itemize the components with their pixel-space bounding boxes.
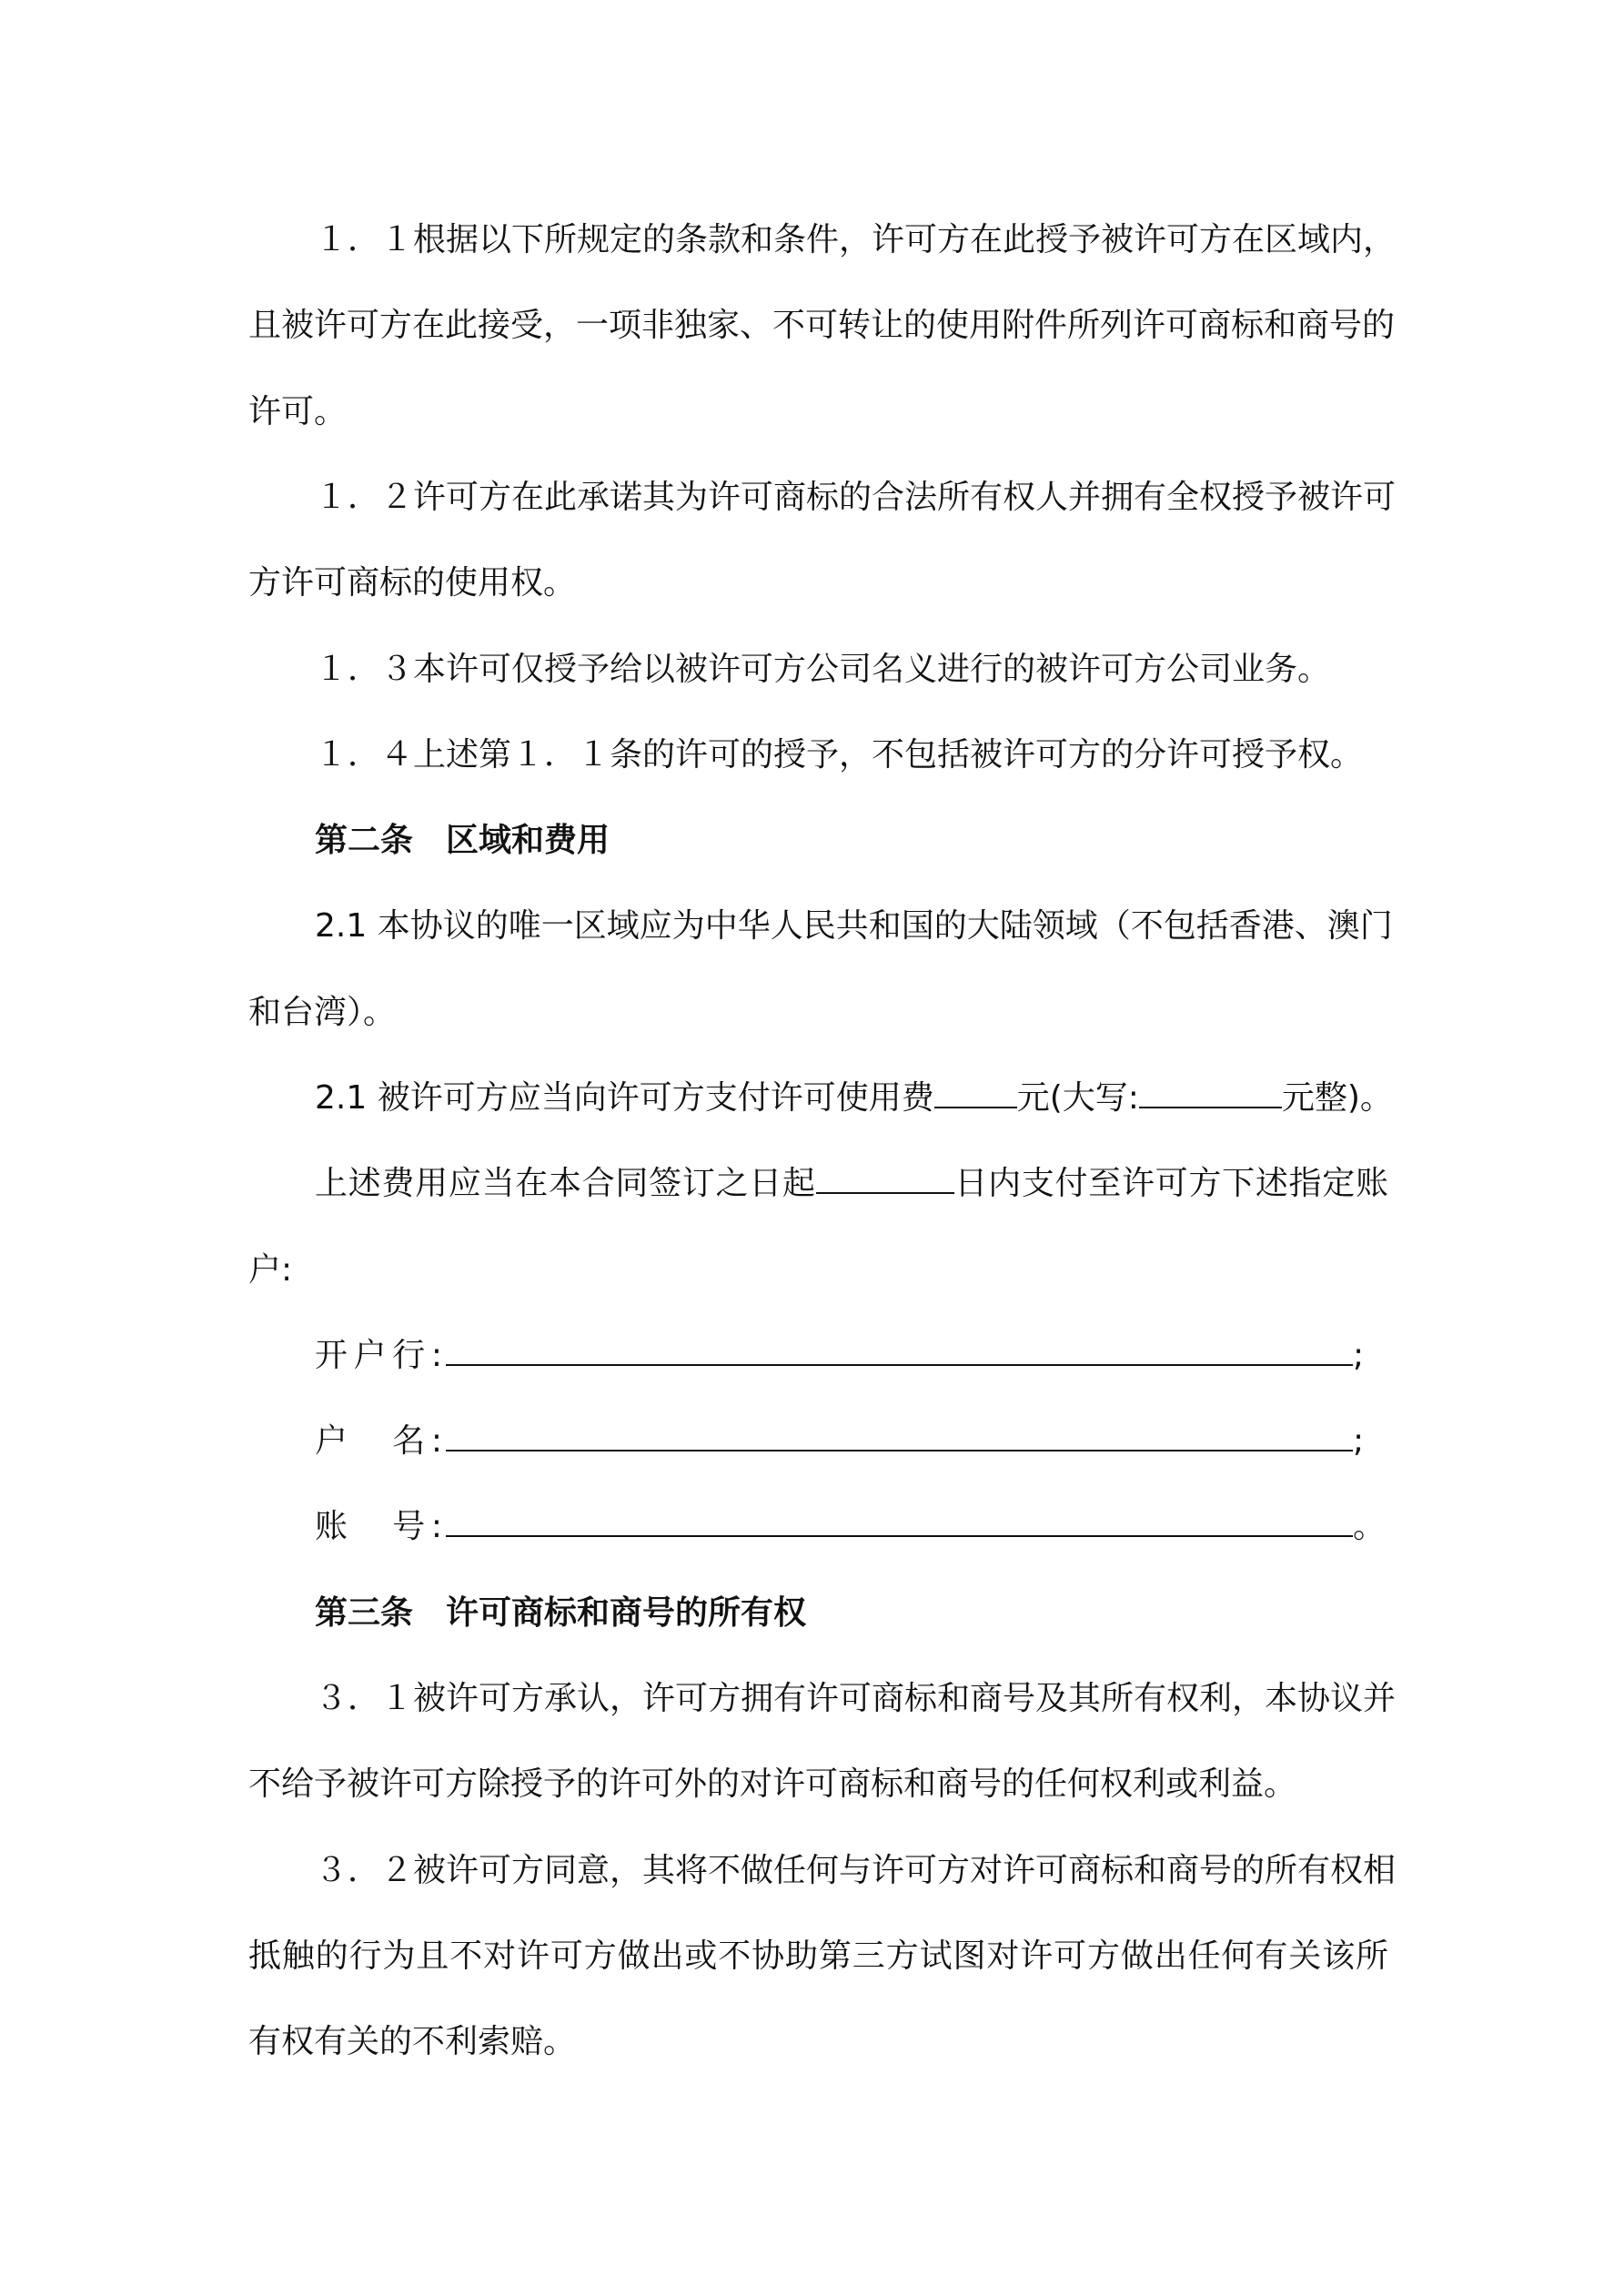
article-3-heading: 第三条 许可商标和商号的所有权 [315, 1594, 807, 1632]
payment-text-2: 日内支付至许可方下述指定账 [953, 1165, 1388, 1202]
payment-line [315, 1141, 1388, 1227]
payment-line-2: 户: [248, 1251, 293, 1289]
clause-2-1-line-1: 2.1 本协议的唯一区域应为中华人民共和国的大陆领域（不包括香港、澳门 [315, 907, 1393, 945]
fee-amount-field[interactable] [934, 1079, 1017, 1108]
payment-text: 上述费用应当在本合同签订之日起 [315, 1165, 816, 1202]
account-name-label: 户 名: [315, 1422, 442, 1460]
clause-1-3: １．３本许可仅授予给以被许可方公司名义进行的被许可方公司业务。 [315, 651, 1331, 688]
bank-label: 开户行: [315, 1337, 442, 1374]
clause-3-2-line-2: 抵触的行为且不对许可方做出或不协助第三方试图对许可方做出任何有关该所 [248, 1937, 1388, 1975]
fee-line [315, 1056, 1393, 1141]
account-name-end: ; [1353, 1422, 1365, 1460]
bank-row [315, 1313, 1388, 1399]
clause-1-1-line-2: 且被许可方在此接受，一项非独家、不可转让的使用附件所列许可商标和商号的 [248, 307, 1396, 344]
fee-uppercase-field[interactable] [1139, 1079, 1282, 1108]
clause-3-2-line-3: 有权有关的不利索赔。 [248, 2023, 577, 2060]
account-name-field[interactable] [446, 1422, 1353, 1451]
bank-field[interactable] [446, 1337, 1353, 1366]
account-name-row [315, 1399, 1388, 1484]
account-number-field[interactable] [446, 1508, 1353, 1537]
fee-unit-text: 元(大写: [1016, 1079, 1139, 1117]
clause-1-2-line-1: １．２许可方在此承诺其为许可商标的合法所有权人并拥有全权授予被许可 [315, 479, 1397, 516]
clause-1-1-line-3: 许可。 [248, 393, 348, 430]
clause-2-1-line-2: 和台湾）。 [248, 994, 397, 1031]
clause-1-1-line-1: １．１根据以下所规定的条款和条件，许可方在此授予被许可方在区域内， [315, 221, 1397, 258]
clause-1-2-line-2: 方许可商标的使用权。 [248, 564, 577, 602]
clause-3-2-line-1: ３．２被许可方同意，其将不做任何与许可方对许可商标和商号的所有权相 [315, 1852, 1397, 1889]
fee-text: 2.1 被许可方应当向许可方支付许可使用费 [315, 1079, 934, 1117]
account-number-end: 。 [1353, 1508, 1387, 1545]
account-number-row [315, 1484, 1388, 1570]
clause-3-1-line-2: 不给予被许可方除授予的许可外的对许可商标和商号的任何权利或利益。 [248, 1765, 1297, 1803]
bank-end: ; [1353, 1337, 1365, 1374]
clause-3-1-line-1: ３．１被许可方承认，许可方拥有许可商标和商号及其所有权利，本协议并 [315, 1680, 1397, 1717]
clause-1-4: １．４上述第１．１条的许可的授予，不包括被许可方的分许可授予权。 [315, 736, 1364, 774]
account-number-label: 账 号: [315, 1508, 442, 1545]
payment-days-field[interactable] [816, 1165, 954, 1194]
article-2-heading: 第二条 区域和费用 [315, 822, 610, 859]
fee-end-text: 元整)。 [1281, 1079, 1393, 1117]
